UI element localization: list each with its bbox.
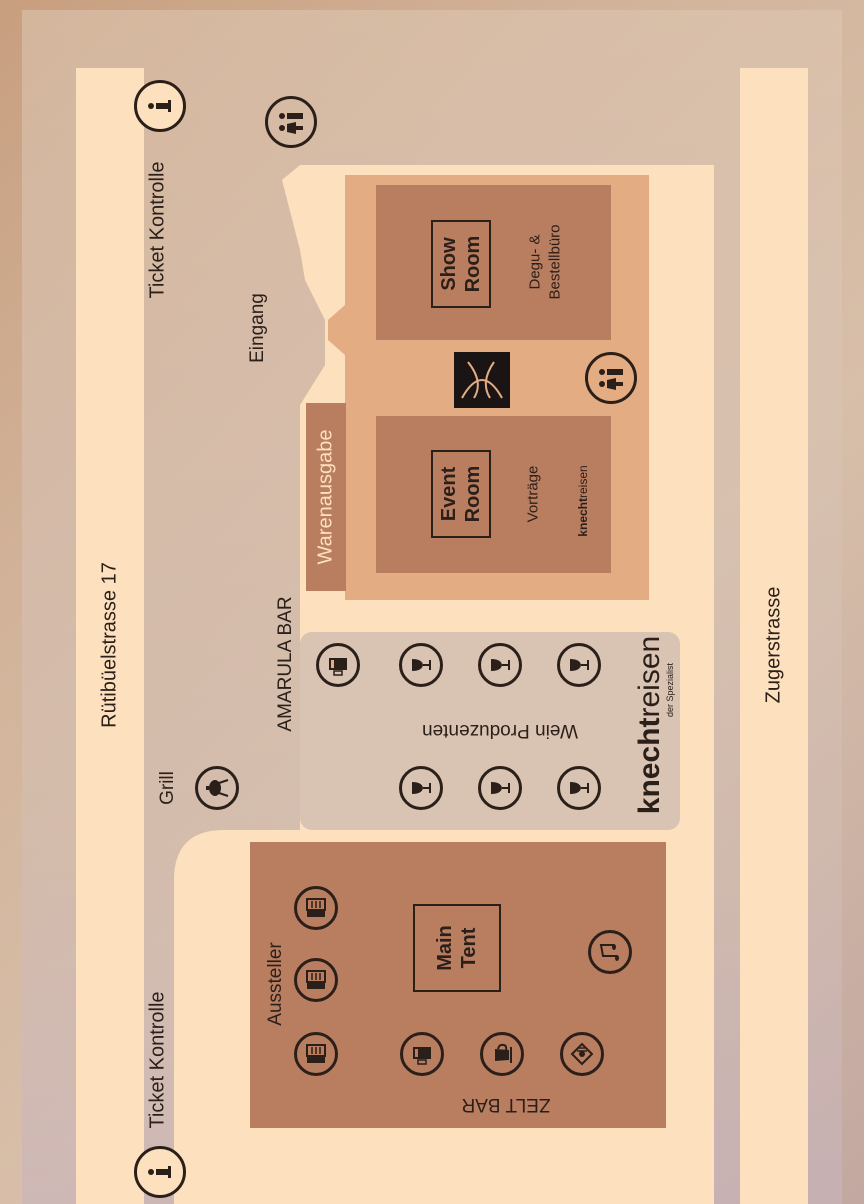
ticket-control-bottom-label: Ticket Kontrolle	[146, 991, 169, 1129]
music-icon	[588, 930, 632, 974]
knechtreisen-small	[576, 465, 590, 536]
ticket-control-top-label: Ticket Kontrolle	[146, 161, 169, 299]
info-icon[interactable]	[134, 80, 186, 132]
wein-produzenten-label: Wein Produzenten	[422, 720, 578, 741]
exhibitor-icon	[294, 1032, 338, 1076]
shop-icon	[560, 1032, 604, 1076]
coffee-machine-icon	[316, 643, 360, 687]
show-room-label	[431, 220, 491, 308]
grill-label: Grill	[157, 771, 178, 805]
warenausgabe-label: Warenausgabe	[314, 429, 337, 565]
amarula-bar-label: AMARULA BAR	[275, 596, 296, 732]
exhibitor-icon	[294, 958, 338, 1002]
knechtreisen-small-bold: knecht	[576, 498, 590, 537]
street-label-ruetibuel: Rütibüelstrasse 17	[98, 562, 121, 728]
wine-glass-icon	[557, 766, 601, 810]
coffee-machine-icon	[400, 1032, 444, 1076]
cup-icon	[480, 1032, 524, 1076]
event-room-line2: Room	[462, 465, 484, 523]
show-room-line1: Show	[438, 237, 460, 291]
wine-glass-icon	[478, 766, 522, 810]
wine-glass-icon	[399, 766, 443, 810]
knechtreisen-bold: knecht	[633, 717, 666, 815]
main-tent-label	[413, 904, 501, 992]
show-room	[376, 185, 611, 340]
logo-icon	[454, 352, 510, 408]
eingang-label: Eingang	[247, 293, 268, 363]
restroom-icon	[585, 352, 637, 404]
vortraege-label: Vorträge	[524, 465, 542, 523]
event-room-label	[431, 450, 491, 538]
knechtreisen-small-light: reisen	[576, 465, 590, 498]
bestellbuero-label: Bestellbüro	[546, 224, 564, 300]
knechtreisen-light: reisen	[633, 635, 666, 718]
grill-icon	[195, 766, 239, 810]
street-label-zuger: Zugerstrasse	[762, 586, 785, 704]
degu-label: Degu- &	[526, 234, 544, 290]
knechtreisen-tagline: der Spezialist	[665, 662, 675, 718]
main-tent-line2: Tent	[458, 927, 480, 969]
exhibitor-icon	[294, 886, 338, 930]
main-tent-line1: Main	[434, 925, 456, 971]
info-icon[interactable]	[134, 1146, 186, 1198]
wine-glass-icon	[557, 643, 601, 687]
show-room-line2: Room	[462, 235, 484, 293]
knechtreisen-brand	[633, 636, 667, 814]
zelt-bar-label: ZELT BAR	[461, 1094, 551, 1115]
event-room-line1: Event	[438, 466, 460, 522]
restroom-icon	[265, 96, 317, 148]
wine-glass-icon	[478, 643, 522, 687]
aussteller-label: Aussteller	[265, 942, 286, 1026]
wine-glass-icon	[399, 643, 443, 687]
